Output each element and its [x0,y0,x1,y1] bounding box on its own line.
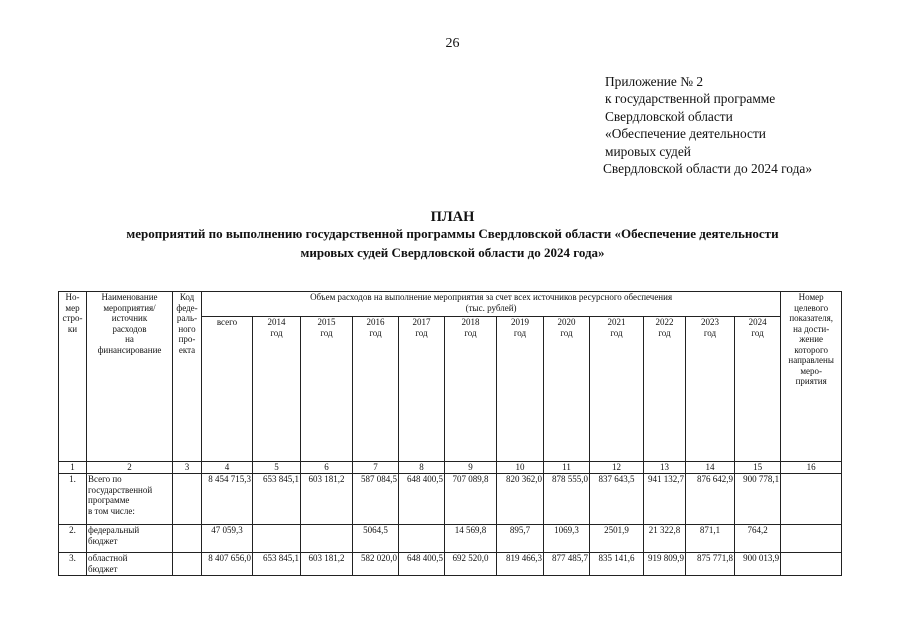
column-number: 6 [301,462,353,474]
row-year-value: 900 778,1 [735,474,781,525]
row-year-value: 819 466,3 [497,553,544,576]
appendix-header [605,73,812,177]
page-number: 26 [445,36,460,51]
table-row [59,553,842,576]
plan-subtitle-line-2: мировых судей Свердловской области до 2024 года» [300,245,605,260]
row-year-value [301,525,353,553]
column-number: 12 [590,462,644,474]
row-total: 47 059,3 [202,525,253,553]
row-year-value: 648 400,5 [399,553,445,576]
row-year-value: 2501,9 [590,525,644,553]
plan-subtitle-line-1: мероприятий по выполнению государственной программы Свердловской области «Обеспечение деятельности [126,226,779,241]
row-code [173,525,202,553]
header-year: 2014 год [253,317,301,462]
column-number: 13 [644,462,686,474]
row-year-value: 871,1 [686,525,735,553]
row-name: Всего по государственной программе в том числе: [87,474,173,525]
row-number: 1. [59,474,87,525]
column-numbers-row [59,462,842,474]
row-year-value: 941 132,7 [644,474,686,525]
row-year-value: 900 013,9 [735,553,781,576]
row-year-value: 919 809,9 [644,553,686,576]
plan-table [58,291,842,576]
header-code: Код феде- раль- ного про- екта [173,292,202,462]
row-indicator [781,474,842,525]
appendix-line: Свердловской области до 2024 года» [603,161,813,177]
row-name: областной бюджет [87,553,173,576]
column-number: 5 [253,462,301,474]
column-number: 11 [544,462,590,474]
row-year-value: 875 771,8 [686,553,735,576]
header-year: 2018 год [445,317,497,462]
column-number: 3 [173,462,202,474]
column-number: 14 [686,462,735,474]
row-year-value: 895,7 [497,525,544,553]
header-total: всего [202,317,253,462]
row-year-value [399,525,445,553]
row-year-value: 582 020,0 [353,553,399,576]
row-total: 8 407 656,0 [202,553,253,576]
row-year-value: 835 141,6 [590,553,644,576]
appendix-line: «Обеспечение деятельности [605,126,766,142]
row-code [173,553,202,576]
column-number: 8 [399,462,445,474]
header-volume: Объем расходов на выполнение мероприятия за счет всех источников ресурсного обеспечения (тыс. рублей) [202,292,781,317]
row-year-value: 764,2 [735,525,781,553]
row-total: 8 454 715,3 [202,474,253,525]
row-year-value: 653 845,1 [253,474,301,525]
appendix-line: Приложение № 2 [605,74,704,89]
row-year-value: 876 642,9 [686,474,735,525]
table-row [59,525,842,553]
row-code [173,474,202,525]
row-year-value: 692 520,0 [445,553,497,576]
header-year: 2020 год [544,317,590,462]
plan-title: ПЛАН [430,209,475,225]
row-year-value: 5064,5 [353,525,399,553]
column-number: 15 [735,462,781,474]
row-number: 3. [59,553,87,576]
column-number: 2 [87,462,173,474]
header-name: Наименование мероприятия/ источник расходов на финансирование [87,292,173,462]
row-year-value: 707 089,8 [445,474,497,525]
column-number: 1 [59,462,87,474]
column-number: 10 [497,462,544,474]
header-year: 2015 год [301,317,353,462]
row-year-value: 837 643,5 [590,474,644,525]
header-year: 2022 год [644,317,686,462]
row-year-value: 648 400,5 [399,474,445,525]
row-year-value: 820 362,0 [497,474,544,525]
row-year-value [253,525,301,553]
table-header-row [59,292,842,317]
column-number: 7 [353,462,399,474]
row-year-value: 603 181,2 [301,474,353,525]
row-year-value: 14 569,8 [445,525,497,553]
column-number: 9 [445,462,497,474]
row-name: федеральный бюджет [87,525,173,553]
row-year-value: 878 555,0 [544,474,590,525]
header-row-number: Но- мер стро- ки [59,292,87,462]
appendix-line: мировых судей [605,143,691,159]
table-row [59,474,842,525]
header-year: 2023 год [686,317,735,462]
row-indicator [781,525,842,553]
header-year: 2016 год [353,317,399,462]
appendix-line: к государственной программе [605,91,776,107]
row-year-value: 1069,3 [544,525,590,553]
header-year: 2017 год [399,317,445,462]
row-indicator [781,553,842,576]
column-number: 4 [202,462,253,474]
row-year-value: 653 845,1 [253,553,301,576]
row-year-value: 587 084,5 [353,474,399,525]
row-number: 2. [59,525,87,553]
row-year-value: 877 485,7 [544,553,590,576]
header-year: 2019 год [497,317,544,462]
header-indicator: Номер целевого показателя, на дости- жение которого направлены меро- приятия [781,292,842,462]
header-year: 2024 год [735,317,781,462]
row-year-value: 21 322,8 [644,525,686,553]
header-year: 2021 год [590,317,644,462]
column-number: 16 [781,462,842,474]
row-year-value: 603 181,2 [301,553,353,576]
appendix-line: Свердловской области [605,108,733,124]
